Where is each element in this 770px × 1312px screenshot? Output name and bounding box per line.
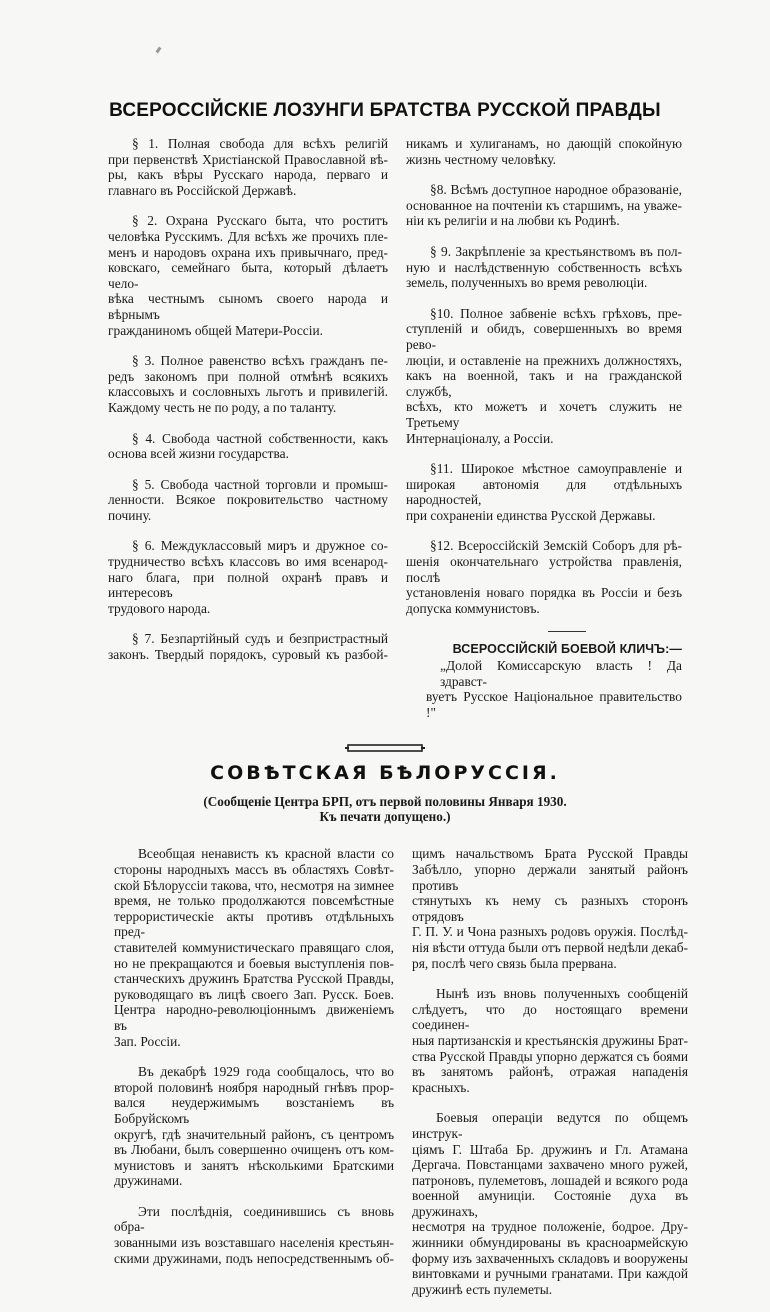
text-line: шенія окончательнаго устройства правленія, послѣ — [406, 554, 682, 585]
paragraph — [412, 986, 688, 1095]
text-line: основанное на почтеніи къ старшимъ, на уваже- — [406, 197, 682, 213]
text-line: вѣка честнымъ сыномъ своего народа и вѣрнымъ — [108, 291, 388, 322]
text-line: въ Любани, былъ совершенно очищенъ отъ ком- — [114, 1142, 394, 1158]
text-line: жизнь честному человѣку. — [406, 151, 556, 167]
text-line: почину. — [108, 507, 152, 523]
text-line: руководящаго въ лицѣ своего Зап. Русск. Боев. — [114, 986, 394, 1002]
battle-cry-text — [426, 658, 682, 720]
text-line: военной амуниціи. Состояніе духа въ дружинахъ, — [412, 1188, 688, 1219]
text-line: мунистовъ и занятъ нѣсколькими Братскими — [114, 1157, 394, 1173]
page-title: ВСЕРОССІЙСКІЕ ЛОЗУНГИ БРАТСТВА РУССКОЙ ПРАВДЫ — [109, 100, 661, 121]
text-line: § 7. Безпартійный судъ и безпристрастный — [132, 631, 388, 647]
text-line: второй половинѣ ноября народный гнѣвъ прор- — [114, 1079, 394, 1095]
text-line: слѣдуетъ, что до ностоящаго времени соединен- — [412, 1001, 688, 1033]
text-line: установленія новаго порядка въ Россіи и безъ — [406, 585, 682, 601]
report-right-column — [412, 846, 688, 1312]
text-line: въ занятомъ районѣ, отражая нападенія красныхъ. — [412, 1064, 688, 1095]
subtitle-line: (Сообщеніе Центра БРП, отъ первой половины Января 1930. — [203, 794, 567, 810]
text-line: § 4. Свобода частной собственности, какъ — [132, 430, 388, 446]
text-line: ціямъ Г. Штаба Бр. дружинъ и Гл. Атамана — [412, 1141, 688, 1157]
section-divider-ornament — [345, 744, 425, 752]
short-divider — [548, 631, 586, 632]
text-line: винтовками и ручными гранатами. При каждой — [412, 1266, 688, 1282]
text-line: менъ и народовъ охрана ихъ привычнаго, пред- — [108, 244, 388, 260]
text-line: стороны народныхъ массъ въ областяхъ Совѣт- — [114, 862, 394, 877]
paragraph — [108, 213, 388, 338]
text-line: §8. Всѣмъ доступное народное образованіе, — [430, 182, 682, 198]
text-line: вался неудержимымъ возстаніемъ въ Бобруйскомъ — [114, 1095, 394, 1126]
text-line: нія вѣсти оттуда были отъ первой недѣли декаб- — [412, 939, 688, 955]
text-line: ковскаго, семейнаго быта, который дѣлаетъ чело- — [108, 260, 388, 291]
text-line: редъ закономъ при полной отмѣнѣ всякихъ — [108, 368, 388, 384]
text-line: дружинѣ есть пулеметы. — [412, 1281, 553, 1297]
text-line: Интернаціоналу, а Россіи. — [406, 430, 554, 446]
text-line: §11. Широкое мѣстное самоуправленіе и — [430, 461, 682, 477]
section-title: СОВѢТСКАЯ БѢЛОРУССІЯ. — [210, 762, 560, 785]
paragraph — [406, 461, 682, 523]
text-line: ную и наслѣдственную собственность всѣхъ — [406, 259, 682, 275]
text-line: наго блага, при полной охранѣ правъ и интересовъ — [108, 569, 388, 601]
text-line: Нынѣ изъ вновь полученныхъ сообщеній — [436, 986, 688, 1002]
text-line: ставителей коммунистическаго правящаго слоя, — [114, 939, 394, 955]
text-line: Каждому честь не по роду, а по таланту. — [108, 399, 337, 415]
text-line: человѣка Русскимъ. Для всѣхъ же прочихъ пле- — [108, 228, 388, 244]
text-line: Боевыя операціи ведутся по общемъ инструк- — [412, 1110, 688, 1141]
text-line: § 9. Закрѣпленіе за крестьянствомъ въ пол- — [430, 243, 682, 259]
text-line: трудничество всѣхъ классовъ во имя всенарод- — [108, 554, 388, 570]
text-line: Въ декабрѣ 1929 года сообщалось, что во — [138, 1064, 394, 1080]
text-line: ніи къ религіи и на любви къ Родинѣ. — [406, 213, 620, 229]
text-line: террористическіе акты противъ отдѣльныхъ пред- — [114, 908, 394, 940]
paragraph — [114, 846, 394, 1049]
text-line: главнаго въ Россійской Державѣ. — [108, 182, 297, 198]
text-line: трудового народа. — [108, 600, 211, 616]
text-line: ленности. Всякое покровительство частному — [108, 492, 388, 508]
text-line: основа всей жизни государства. — [108, 446, 289, 462]
text-line: зованными изъ возставшаго населенія крестьян- — [114, 1235, 394, 1251]
text-line: округѣ, гдѣ значительный районъ, съ центромъ — [114, 1126, 394, 1142]
text-line: патроновъ, пулеметовъ, лошадей и всякого рода — [412, 1172, 688, 1188]
text-line: ныя партизанскія и крестьянскія дружины Брат- — [412, 1032, 688, 1048]
text-line: §10. Полное забвеніе всѣхъ грѣховъ, пре- — [430, 305, 682, 321]
text-line: земель, полученныхъ во время революціи. — [406, 275, 648, 291]
battle-cry-heading: ВСЕРОССІЙСКІЙ БОЕВОЙ КЛИЧЪ:— — [452, 642, 682, 657]
text-line: § 2. Охрана Русскаго быта, что роститъ — [132, 213, 388, 229]
text-line: форму изъ захваченныхъ складовъ и вооружены — [412, 1250, 688, 1266]
slogans-left-column — [108, 136, 388, 678]
text-line: никамъ и хулиганамъ, но дающій спокойную — [406, 136, 682, 151]
text-line: Зап. Россіи. — [114, 1033, 181, 1049]
text-line: классовыхъ и сословныхъ льготъ и привилегій. — [108, 384, 388, 400]
text-line: стянутыхъ къ нему съ разныхъ сторонъ отрядовъ — [412, 893, 688, 924]
text-line: Центра народно-революціоннымъ движеніемъ въ — [114, 1002, 394, 1033]
paragraph — [412, 846, 688, 971]
paragraph — [406, 244, 682, 291]
section-subtitle — [20, 794, 750, 824]
text-line: время, не только продолжаются повсемѣстные — [114, 893, 394, 909]
paragraph — [114, 1064, 394, 1189]
paragraph — [108, 136, 388, 198]
paragraph — [412, 1110, 688, 1297]
text-line: при первенствѣ Христіанской Православной вѣ- — [108, 151, 388, 167]
text-line: Забѣлло, упорно держали занятый районъ противъ — [412, 862, 688, 893]
text-line: скими дружинами, подъ непосредственнымъ об- — [114, 1250, 394, 1266]
text-line: ры, какъ вѣры Русскаго народа, перваго и — [108, 167, 388, 183]
text-line: гражданиномъ общей Матери-Россіи. — [108, 322, 323, 338]
paragraph — [406, 136, 682, 167]
slogans-right-paragraphs — [406, 136, 682, 616]
text-line: щимъ начальствомъ Брата Русской Правды — [412, 846, 688, 862]
text-line: § 6. Междуклассовый миръ и дружное со- — [132, 538, 388, 554]
subtitle-line: Къ печати допущено.) — [319, 809, 451, 825]
text-line: Всеобщая ненависть къ красной власти со — [138, 846, 394, 862]
text-line: ря, послѣ чего связь была прервана. — [412, 955, 617, 971]
text-line: § 1. Полная свобода для всѣхъ религій — [132, 136, 388, 151]
paragraph — [406, 538, 682, 616]
text-line: широкая автономія для отдѣльныхъ народностей, — [406, 476, 682, 508]
text-line: но не прекращаются и боевыя выступленія пов- — [114, 955, 394, 971]
report-left-column — [114, 846, 394, 1281]
text-line: при сохраненіи единства Русской Державы. — [406, 507, 656, 523]
text-line: Дергача. Повстанцами захвачено много ружей, — [412, 1157, 688, 1173]
text-line: всѣхъ, кто можетъ и хочетъ служить не Третьему — [406, 399, 682, 430]
paragraph — [108, 353, 388, 415]
text-line: какъ на военной, такъ и на гражданской службѣ, — [406, 368, 682, 399]
battle-cry-line: „Долой Комиссарскую власть ! Да здравст- — [440, 658, 682, 689]
text-line: дружинами. — [114, 1173, 183, 1189]
paragraph — [108, 477, 388, 524]
text-line: § 5. Свобода частной торговли и промыш- — [132, 476, 388, 492]
text-line: станческихъ дружинъ Братства Русской Правды, — [114, 971, 394, 987]
text-line: законъ. Твердый порядокъ, суровый къ разбой- — [108, 647, 388, 663]
battle-cry-line: вуетъ Русское Національное правительство !" — [426, 689, 682, 720]
battle-cry-block — [406, 631, 682, 720]
paragraph — [108, 631, 388, 662]
text-line: Эти послѣднія, соединившись съ вновь обра- — [114, 1203, 394, 1235]
paragraph — [406, 306, 682, 446]
paragraph — [108, 538, 388, 616]
slogans-right-column — [406, 136, 682, 720]
paragraph — [406, 182, 682, 229]
text-line: ступленій и обидъ, совершенныхъ во время рево- — [406, 321, 682, 352]
text-line: допуска коммунистовъ. — [406, 600, 540, 616]
text-line: ской Бѣлоруссіи такова, что, несмотря на зимнее — [114, 877, 394, 893]
paragraph — [108, 431, 388, 462]
text-line: ства Русской Правды упорно держатся съ боями — [412, 1048, 688, 1064]
paragraph — [114, 1204, 394, 1266]
text-line: § 3. Полное равенство всѣхъ гражданъ пе- — [132, 353, 388, 369]
slogans-columns — [108, 136, 682, 720]
text-line: люціи, и оставленіе на прежнихъ должностяхъ, — [406, 352, 682, 368]
text-line: жинники обмундированы въ красноармейскую — [412, 1235, 688, 1251]
text-line: Г. П. У. и Чона разныхъ родовъ оружія. Послѣд- — [412, 924, 688, 940]
text-line: несмотря на трудное положеніе, бодрое. Дру- — [412, 1219, 688, 1235]
text-line: §12. Всероссійскій Земскій Соборъ для рѣ- — [430, 538, 682, 554]
report-columns — [114, 846, 688, 1312]
